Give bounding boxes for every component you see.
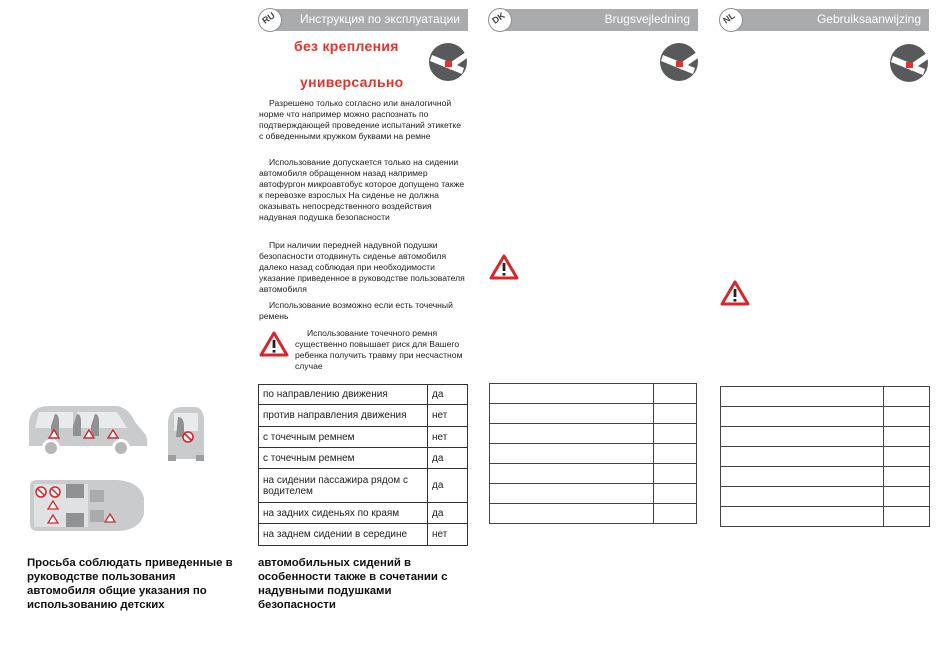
- table-row: [259, 405, 468, 427]
- language-badge: RU: [258, 8, 282, 32]
- left-bottom-note: Просьба соблюдать приведенные в руководстве пользования автомобиля общие указания по использованию детских: [27, 557, 233, 611]
- table-row: [721, 387, 930, 407]
- table-cell-value: нет: [428, 427, 468, 448]
- seatbelt-icon: [659, 42, 699, 82]
- warning-icon: [489, 254, 519, 280]
- table-cell-label: с точечным ремнем: [259, 427, 428, 448]
- car-side-illustration: [25, 400, 149, 462]
- table-row: [721, 507, 930, 527]
- table-row: [490, 444, 697, 464]
- table-cell-label: на сидении пассажира рядом с водителем: [259, 469, 428, 503]
- ru-bottom-note: автомобильных сидений в особенности также в сочетании с надувными подушками безопасности: [258, 557, 448, 611]
- ru-heading-2: универсально: [300, 74, 404, 90]
- ru-paragraph-1: Разрешено только согласно или аналогичной норме что например можно распознать по подтверждающей проведение испытаний этикетке с обведенными кружком буквами на ремне: [259, 98, 462, 141]
- table-row: [259, 385, 468, 405]
- table-cell-label: на заднем сидении в середине: [259, 524, 428, 546]
- table-row: [721, 427, 930, 447]
- table-row: [490, 504, 697, 524]
- table-row: [259, 427, 468, 448]
- ru-paragraph-4: Использование возможно если есть точечный ремень: [259, 300, 453, 321]
- language-badge: NL: [719, 8, 743, 32]
- table-row: [721, 447, 930, 467]
- ru-warning-text: Использование точечного ремня существенно повышает риск для Вашего ребенка получить травму при несчастном случае: [295, 328, 463, 371]
- table-cell-value: да: [428, 503, 468, 524]
- table-cell-label: с точечным ремнем: [259, 448, 428, 469]
- table-row: [490, 404, 697, 424]
- table-row: [259, 448, 468, 469]
- ru-heading-1: без крепления: [294, 38, 399, 54]
- table-cell-label: против направления движения: [259, 405, 428, 427]
- table-row: [721, 467, 930, 487]
- table-cell-value: да: [428, 385, 468, 405]
- table-row: [721, 487, 930, 507]
- warning-icon: [720, 280, 750, 306]
- table-row: [259, 503, 468, 524]
- nl-header-bar: [720, 9, 929, 31]
- nl-usage-table: [720, 386, 930, 527]
- table-cell-label: на задних сиденьях по краям: [259, 503, 428, 524]
- no-entry-icon: [36, 487, 46, 497]
- ru-header-title: Инструкция по эксплуатации: [299, 12, 460, 26]
- car-top-illustration: [26, 478, 146, 533]
- car-rear-illustration: [166, 403, 206, 463]
- table-row: [490, 464, 697, 484]
- seatbelt-icon: [889, 43, 929, 83]
- seatbelt-icon: [428, 42, 468, 82]
- table-cell-label: по направлению движения: [259, 385, 428, 405]
- warning-icon: [259, 331, 289, 357]
- ru-paragraph-2: Использование допускается только на сидении автомобиля обращенном назад например автофургон микроавтобус которое допущено также к перевозке взрослых На сиденье не должна оказывать непосредственного воздействия надувная подушка безопасности: [259, 157, 465, 222]
- no-entry-icon: [50, 487, 60, 497]
- table-row: [259, 469, 468, 503]
- no-entry-icon: [183, 432, 193, 442]
- table-row: [490, 424, 697, 444]
- ru-paragraph-3: При наличии передней надувной подушки безопасности отодвинуть сиденье автомобиля далеко назад соблюдая при необходимости указание приведенное в руководстве пользователя автомобиля: [259, 240, 465, 294]
- table-row: [490, 384, 697, 404]
- language-badge: DK: [488, 8, 512, 32]
- table-cell-value: нет: [428, 405, 468, 427]
- table-cell-value: нет: [428, 524, 468, 546]
- dk-header-bar: [489, 9, 698, 31]
- ru-header-bar: [259, 9, 468, 31]
- table-row: [721, 407, 930, 427]
- table-cell-value: да: [428, 448, 468, 469]
- table-row: [490, 484, 697, 504]
- table-cell-value: да: [428, 469, 468, 503]
- table-row: [259, 524, 468, 546]
- dk-header-title: Brugsvejledning: [604, 12, 690, 26]
- ru-usage-table: [258, 384, 468, 546]
- dk-usage-table: [489, 383, 697, 524]
- nl-header-title: Gebruiksaanwijzing: [816, 12, 921, 26]
